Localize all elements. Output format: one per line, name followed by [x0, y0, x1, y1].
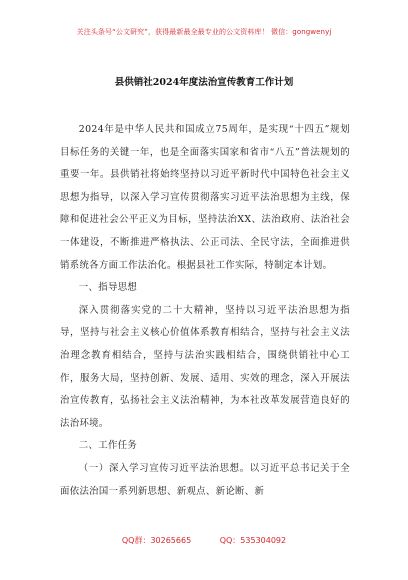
- section-heading-work-tasks: 二、工作任务: [78, 440, 138, 452]
- header-banner: 关注头条号“公文研究”，获得最新最全最专业的公文资料库！ 微信：gongwenyj: [76, 28, 332, 36]
- work-task-item-1: （一）深入学习宣传习近平法治思想。以习近平总书记关于全面依法治国一系列新思想、新观点、新论断、新: [60, 462, 350, 497]
- document-body: [60, 119, 350, 503]
- intro-paragraph: 2024年是中华人民共和国成立75周年，是实现“十四五”规划目标任务的关键一年，也是全面落实国家和省市“八五”普法规划的重要一年。县供销社将始终坚持以习近平新时代中国特色社会主义思想为指导，以深入学习宣传贯彻落实习近平法治思想为主线，保障和促进社会公平正义为目标，坚持法治XX、法治政府、法治社会一体建设，不断推进严格执法、公正司法、全民守法，全面推进供销系统各方面工作法治化。根据县社工作实际，特制定本计划。: [60, 124, 350, 271]
- section-heading-guiding-ideology: 一、指导思想: [78, 282, 138, 294]
- footer-banner: QQ群：30265665 QQ：535304092: [121, 536, 287, 545]
- guiding-ideology-paragraph: 深入贯彻落实党的二十大精神，坚持以习近平法治思想为指导，坚持与社会主义核心价值体系教育相结合，坚持与社会主义法治理念教育相结合，坚持与法治实践相结合，围绕供销社中心工作，服务大局，坚持创新、发展、适用、实效的理念，深入开展法治宣传教育，弘扬社会主义法治精神，为本社改革发展营造良好的法治环境。: [60, 304, 350, 429]
- document-title: 县供销社2024年度法治宣传教育工作计划: [114, 77, 294, 88]
